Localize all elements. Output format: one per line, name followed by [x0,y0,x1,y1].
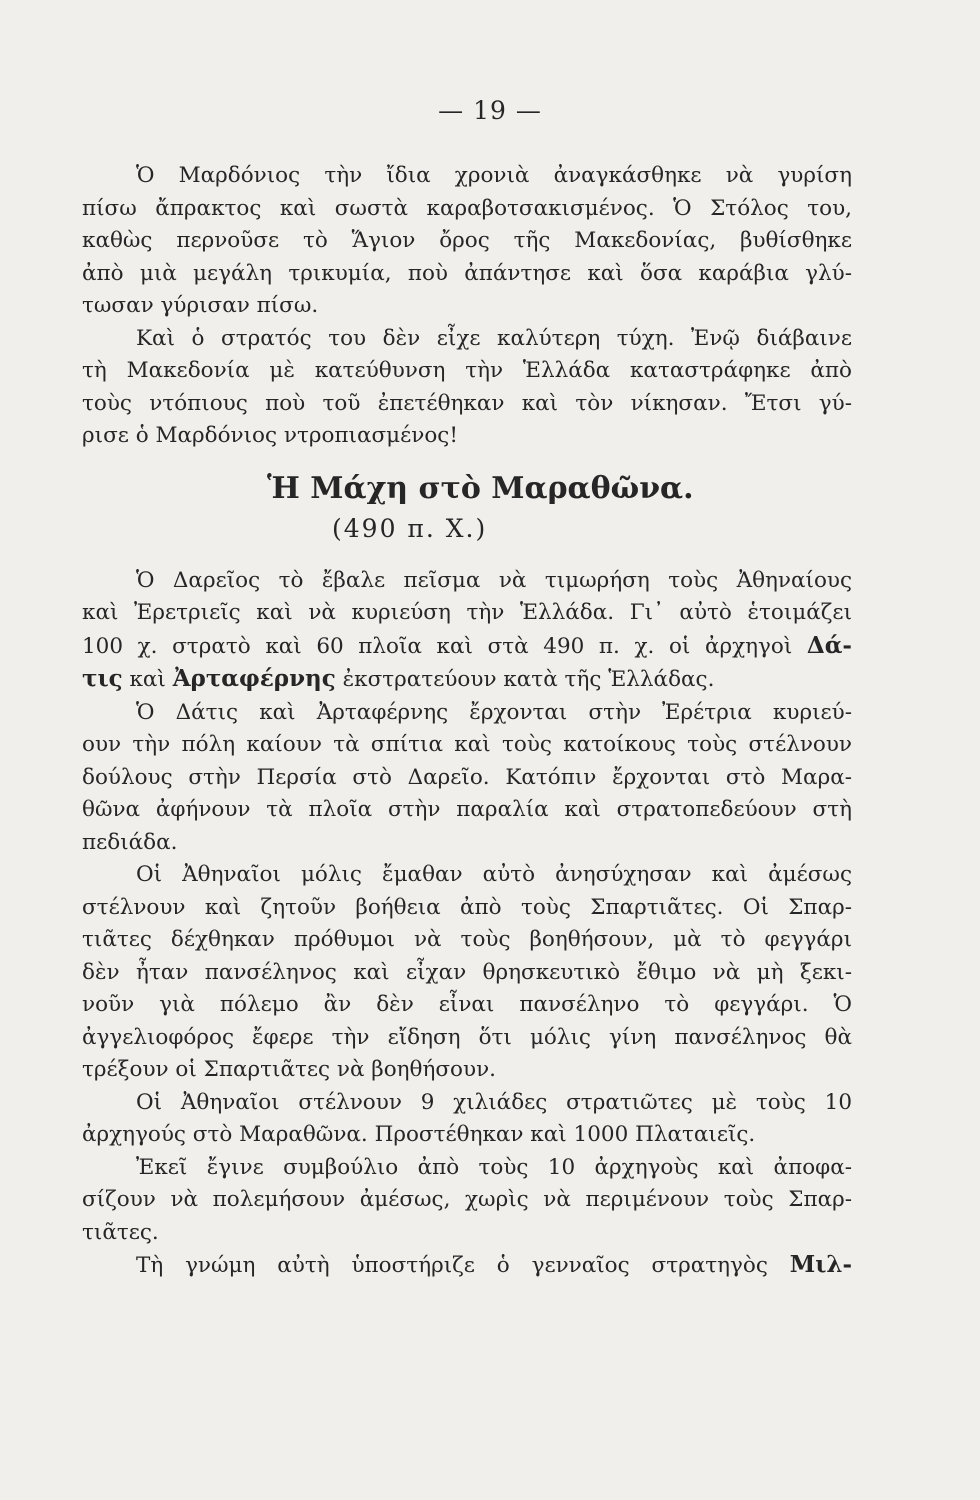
text-line: πίσω ἄπρακτος καὶ σωστὰ καραβοτσακισμένος. Ὁ Στόλος του, [82,195,852,221]
bold-name-fragment: Μιλ- [789,1251,853,1278]
paragraph-3 [82,565,852,697]
section-heading: Ἡ Μάχη στὸ Μαραθῶνα. [267,470,694,506]
text-line: Ὁ Δαρεῖος τὸ ἔβαλε πεῖσμα νὰ τιμωρήση τοὺς Ἀθηναίους [136,567,852,593]
text-line: Καὶ ὁ στρατός του δὲν εἶχε καλύτερη τύχη. Ἐνῷ διάβαινε [136,325,852,351]
text-fragment: καὶ [129,667,166,692]
text-line: ουν τὴν πόλη καίουν τὰ σπίτια καὶ τοὺς κατοίκους τοὺς στέλνουν [82,732,852,757]
text-fragment: Τὴ γνώμη αὐτὴ ὑποστήριζε ὁ γενναῖος στρατηγὸς [136,1253,768,1278]
text-line: τιᾶτες δέχθηκαν πρόθυμοι νὰ τοὺς βοηθήσουν, μὰ τὸ φεγγάρι [82,927,852,952]
text-line: Ὁ Δάτις καὶ Ἀρταφέρνης ἔρχονται στὴν Ἐρέτρια κυριεύ- [136,699,852,725]
text-line: στέλνουν καὶ ζητοῦν βοήθεια ἀπὸ τοὺς Σπαρτιᾶτες. Οἱ Σπαρ- [82,894,852,920]
body-text [82,160,852,1283]
text-line: ἀρχηγούς στὸ Μαραθῶνα. Προστέθηκαν καὶ 1000 Πλαταιεῖς. [82,1122,756,1147]
text-line: καὶ Ἐρετριεῖς καὶ νὰ κυριεύση τὴν Ἑλλάδα. Γι᾽ αὐτὸ ἑτοιμάζει [82,600,852,625]
text-line: δούλους στὴν Περσία στὸ Δαρεῖο. Κατόπιν ἔρχονται στὸ Μαρα- [82,764,852,790]
text-line: τοὺς ντόπιους ποὺ τοῦ ἐπετέθηκαν καὶ τὸν νίκησαν. Ἔτσι γύ- [82,390,852,416]
bold-name: τις [82,665,123,692]
text-line: τιᾶτες. [82,1219,159,1245]
paragraph-2 [82,323,852,453]
text-line: Οἱ Ἀθηναῖοι στέλνουν 9 χιλιάδες στρατιῶτες μὲ τοὺς 10 [136,1089,852,1115]
text-line: Ὁ Μαρδόνιος τὴν ἴδια χρονιὰ ἀναγκάσθηκε νὰ γυρίση [136,163,852,188]
text-line [82,630,852,664]
text-line: ἀγγελιοφόρος ἔφερε τὴν εἴδηση ὅτι μόλις γίνη πανσέληνος θὰ [82,1024,852,1050]
text-line: καθὼς περνοῦσε τὸ Ἅγιον ὄρος τῆς Μακεδονίας, βυθίσθηκε [82,228,852,253]
text-line: Ἐκεῖ ἔγινε συμβούλιο ἀπὸ τοὺς 10 ἀρχηγοὺς καὶ ἀποφα- [136,1154,852,1180]
text-line [82,1249,852,1283]
text-line: Οἱ Ἀθηναῖοι μόλις ἔμαθαν αὐτὸ ἀνησύχησαν καὶ ἀμέσως [136,862,852,887]
text-line: τὴ Μακεδονία μὲ κατεύθυνση τὴν Ἑλλάδα καταστράφηκε ἀπὸ [82,358,852,383]
bold-name: Ἀρταφέρνης [172,665,336,692]
text-fragment: 100 χ. στρατὸ καὶ 60 πλοῖα καὶ στὰ 490 π. χ. οἱ ἀρχηγοὶ [82,633,793,659]
text-line: πεδιάδα. [82,829,178,855]
bold-name-fragment: Δά- [806,631,852,659]
paragraph-8 [82,1249,852,1283]
paragraph-5 [82,859,852,1087]
text-line: τωσαν γύρισαν πίσω. [82,293,319,318]
paragraph-6 [82,1087,852,1152]
text-line: νοῦν γιὰ πόλεμο ἂν δὲν εἶναι πανσέληνο τὸ φεγγάρι. Ὁ [82,992,852,1017]
text-fragment: ἐκστρατεύουν κατὰ τῆς Ἑλλάδας. [342,667,715,692]
text-line: θῶνα ἀφήνουν τὰ πλοῖα στὴν παραλία καὶ στρατοπεδεύουν στὴ [82,797,852,822]
text-line: σίζουν νὰ πολεμήσουν ἀμέσως, χωρὶς νὰ περιμένουν τοὺς Σπαρ- [82,1187,852,1212]
text-line: δὲν ἦταν πανσέληνος καὶ εἶχαν θρησκευτικὸ ἔθιμο νὰ μὴ ξεκι- [82,959,852,985]
text-line: τρέξουν οἱ Σπαρτιᾶτες νὰ βοηθήσουν. [82,1057,496,1082]
paragraph-4 [82,697,852,860]
page-number: — 19 — [438,96,542,125]
text-line: ἀπὸ μιὰ μεγάλη τρικυμία, ποὺ ἀπάντησε καὶ ὅσα καράβια γλύ- [82,260,852,286]
text-line: ρισε ὁ Μαρδόνιος ντροπιασμένος! [82,423,458,448]
section-date: (490 π. Χ.) [332,513,488,543]
paragraph-7 [82,1152,852,1250]
paragraph-1 [82,160,852,323]
text-line [82,663,852,697]
